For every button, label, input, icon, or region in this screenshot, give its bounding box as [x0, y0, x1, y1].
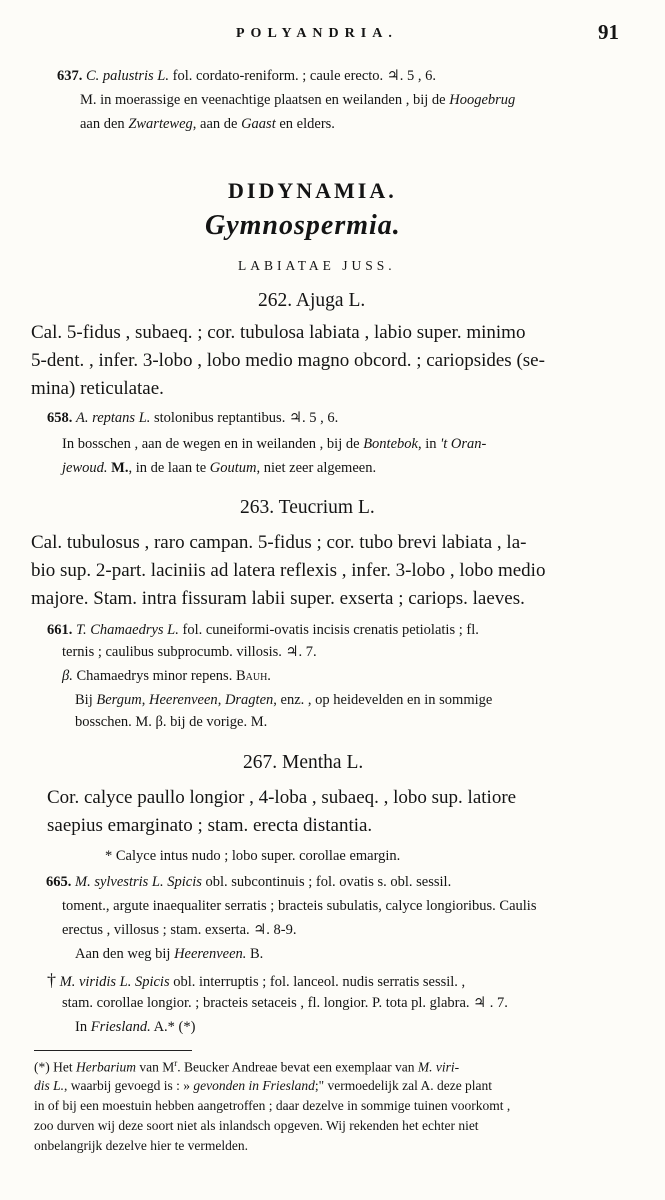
place-name: Dragten — [224, 692, 274, 708]
species-name: T. Chamaedrys L. — [76, 622, 179, 638]
entry-637-line-2 — [80, 92, 515, 109]
footnote-line-4: zoo durven wij deze soort niet als inlandsch opgeven. Wij rekenden het echter niet — [34, 1118, 479, 1133]
entry-text: In — [75, 1019, 88, 1035]
entry-viridis-line-2: stam. corollae longior. ; bracteis setaceis , fl. longior. P. tota pl. glabra. ♃ . 7. — [62, 995, 508, 1011]
entry-number: 661. — [47, 622, 73, 638]
entry-text: en elders. — [279, 116, 335, 132]
entry-text: Chamaedrys minor repens. — [76, 668, 233, 684]
genus-262-desc-1: Cal. 5-fidus , subaeq. ; cor. tubulosa labiata , labio super. minimo — [31, 322, 526, 343]
genus-267-title: 267. Mentha L. — [243, 752, 364, 773]
entry-661-line-4 — [75, 692, 492, 709]
entry-text: obl. subcontinuis ; fol. ovatis s. obl. sessil. — [205, 874, 452, 890]
entry-viridis-line-1 — [47, 970, 465, 991]
footnote-text: dis L. — [34, 1078, 65, 1093]
footnote-text: gevonden in Friesland — [193, 1078, 315, 1093]
footnote-text: , waarbij gevoegd is : » — [64, 1078, 194, 1093]
species-name: M. sylvestris L. — [75, 874, 164, 890]
entry-text: , in — [417, 436, 437, 452]
place-name: Goutum — [209, 460, 257, 476]
genus-263-title: 263. Teucrium L. — [240, 497, 375, 518]
entry-text: M. in moerassige en veenachtige plaatsen en weilanden , bij de — [80, 92, 446, 108]
footnote-text: ;" vermoedelijk zal A. deze plant — [314, 1078, 493, 1093]
species-name: M. viridis L. — [59, 974, 132, 990]
variety-symbol: β. — [62, 668, 73, 684]
genus-263-desc-1: Cal. tubulosus , raro campan. 5-fidus ; cor. tubo brevi labiata , la- — [31, 532, 527, 553]
genus-263-desc-2: bio sup. 2-part. laciniis ad latera reflexis , infer. 3-lobo , lobo medio — [31, 560, 546, 581]
entry-658-line-3 — [62, 460, 376, 477]
genus-262-desc-3: mina) reticulatae. — [31, 378, 164, 399]
genus-262-title: 262. Ajuga L. — [258, 290, 366, 311]
entry-text: , niet zeer algemeen. — [256, 460, 377, 476]
place-name: Gaast — [241, 116, 276, 132]
entry-text: fol. cordato-reniform. ; caule erecto. ♃. 5 , 6. — [172, 68, 437, 84]
place-name: Hoogebrug — [449, 92, 516, 108]
entry-text: fol. cuneiformi-ovatis incisis crenatis petiolatis ; fl. — [182, 622, 479, 638]
entry-text: stolonibus reptantibus. ♃. 5 , 6. — [154, 410, 339, 426]
entry-text: In bosschen , aan de wegen en in weilanden , bij de — [62, 436, 360, 452]
running-header: POLYANDRIA. — [236, 26, 398, 41]
place-name: Bergum — [96, 692, 142, 708]
species-name: C. palustris L. — [86, 68, 169, 84]
genus-262-desc-2: 5-dent. , infer. 3-lobo , lobo medio magno obcord. ; cariopsides (se- — [31, 350, 545, 371]
author: Bauh. — [235, 668, 271, 684]
place-name: 't Oran- — [440, 436, 487, 452]
entry-text: aan den — [80, 116, 125, 132]
page-number: 91 — [598, 20, 619, 44]
species-name: A. reptans L. — [76, 410, 151, 426]
entry-text: , enz. , op heidevelden en in sommige — [273, 692, 493, 708]
family-heading: LABIATAE JUSS. — [238, 258, 396, 273]
entry-658-line-1 — [47, 410, 338, 427]
entry-text: Spicis — [134, 974, 170, 990]
entry-637-line-1 — [57, 68, 436, 85]
footnote-text: van M — [139, 1059, 175, 1075]
entry-665-line-4 — [75, 946, 263, 963]
class-heading: DIDYNAMIA. — [228, 178, 397, 203]
place-name: Zwarteweg — [128, 116, 193, 132]
footnote-text: r — [174, 1058, 178, 1068]
entry-text: Aan den weg bij — [75, 946, 171, 962]
entry-viridis-line-3 — [75, 1019, 195, 1036]
footnote-text: M. viri- — [417, 1059, 460, 1075]
entry-665-line-3: erectus , villosus ; stam. exserta. ♃. 8-9. — [62, 922, 297, 938]
entry-text: B. — [250, 946, 264, 962]
entry-number: 637. — [57, 68, 83, 84]
entry-665-line-1 — [46, 874, 451, 891]
entry-text: Bij — [75, 692, 93, 708]
entry-665-line-2: toment., argute inaequaliter serratis ; bracteis subulatis, calyce longioribus. Caulis — [62, 898, 537, 914]
genus-267-desc-2: saepius emarginato ; stam. erecta distantia. — [47, 815, 373, 836]
entry-text: A.* (*) — [153, 1019, 196, 1035]
place-name: Heerenveen — [148, 692, 218, 708]
entry-text: , — [141, 692, 146, 708]
footnote-line-3: in of bij een moestuin hebben aangetroffen ; daar dezelve in sommige tuinen voorkomt , — [34, 1098, 511, 1113]
place-name: Bontebok — [363, 436, 418, 452]
genus-267-desc-1: Cor. calyce paullo longior , 4-loba , subaeq. , lobo sup. latiore — [47, 787, 517, 808]
place-name: Friesland. — [90, 1019, 151, 1035]
entry-637-line-3 — [80, 116, 335, 133]
footnote-divider — [34, 1050, 192, 1051]
genus-263-desc-3: majore. Stam. intra fissuram labii super. exserta ; cariops. laeves. — [31, 588, 525, 609]
entry-text: Spicis — [167, 874, 202, 890]
entry-661-variety — [62, 668, 271, 685]
entry-658-line-2 — [62, 436, 486, 453]
footnote-line-2 — [34, 1078, 492, 1094]
place-name: jewoud. — [62, 460, 108, 476]
entry-661-line-5: bosschen. M. β. bij de vorige. M. — [75, 714, 268, 730]
entry-number: 665. — [46, 874, 72, 890]
footnote-text: Herbarium — [75, 1059, 136, 1075]
entry-text: obl. interruptis ; fol. lanceol. nudis serratis sessil. , — [173, 974, 466, 990]
footnote-text: (*) Het — [34, 1059, 73, 1075]
entry-number: 658. — [47, 410, 73, 426]
dagger-icon: † — [47, 970, 56, 990]
genus-267-note: * Calyce intus nudo ; lobo super. corollae emargin. — [105, 848, 401, 864]
entry-661-line-2: ternis ; caulibus subprocumb. villosis. ♃. 7. — [62, 644, 317, 660]
collector: M. — [111, 460, 129, 476]
entry-text: , aan de — [192, 116, 238, 132]
entry-661-line-1 — [47, 622, 479, 639]
footnote-text: . Beucker Andreae bevat een exemplaar van — [177, 1059, 415, 1075]
entry-text: , in de laan te — [128, 460, 207, 476]
place-name: Heerenveen. — [174, 946, 247, 962]
order-heading: Gymnospermia. — [205, 210, 401, 241]
entry-text: , — [217, 692, 222, 708]
footnote-line-5: onbelangrijk dezelve hier te vermelden. — [34, 1138, 249, 1153]
footnote-line-1 — [34, 1058, 459, 1076]
